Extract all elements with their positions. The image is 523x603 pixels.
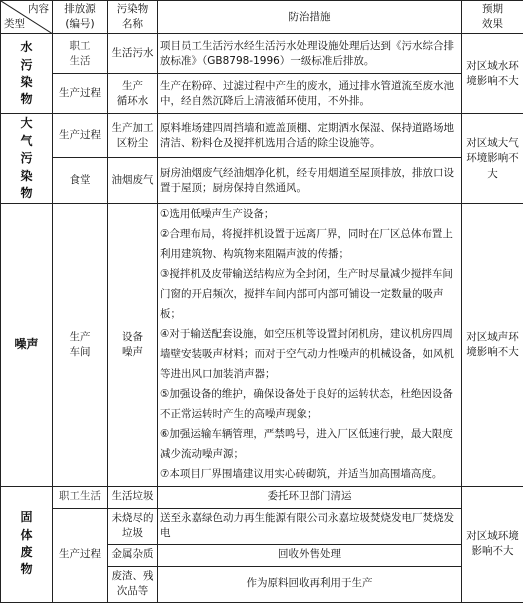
solid-measure-1: 委托环卫部门清运: [158, 486, 462, 508]
noise-measure-1: ①选用低噪声生产设备；: [160, 205, 459, 225]
category-noise: 噪声: [1, 204, 53, 486]
header-effect: 预期 效果: [462, 1, 523, 34]
water-pollutant-1: 生活污水: [108, 34, 158, 74]
solid-effect: 对区域环境影响不大: [462, 486, 523, 602]
water-source-2: 生产过程: [53, 74, 108, 114]
air-row-2: [1, 158, 523, 204]
noise-measure-2: ②合理布局，将搅拌机设置于远离厂界，同时在厂区总体布置上利用建筑物、构筑物来阻隔声波的传播；: [160, 225, 459, 265]
noise-measure-3: ③搅拌机及皮带输送结构应为全封闭，生产时尽量减少搅拌车间门窗的开启频次，搅拌车间内部可内部可铺设一定数量的吸声板；: [160, 265, 459, 325]
header-content-label: 内容: [28, 2, 49, 17]
solid-measure-3: 回收外售处理: [158, 544, 462, 566]
solid-pollutant-1: 生活垃圾: [108, 486, 158, 508]
header-pollutant: 污染物 名称: [108, 1, 158, 34]
noise-measure-4: ④对于输送配套设施，如空压机等设置封闭机房，建议机房四周墙壁安装吸声材料；而对于空气动力性噪声的机械设备，如风机等进出风口加装消声器；: [160, 325, 459, 385]
solid-pollutant-2: 未烧尽的垃圾: [108, 508, 158, 544]
header-measures: 防治措施: [158, 1, 462, 34]
noise-measure-5: ⑤加强设备的维护，确保设备处于良好的运转状态，杜绝因设备不正常运转时产生的高噪声现象；: [160, 385, 459, 425]
water-row-2: [1, 74, 523, 114]
noise-pollutant: 设备 噪声: [108, 204, 158, 486]
noise-row: [1, 204, 523, 486]
solid-pollutant-4: 废渣、残次品等: [108, 566, 158, 602]
noise-measures: [158, 204, 462, 486]
air-pollutant-1: 生产加工区粉尘: [108, 114, 158, 158]
water-source-1: 职工 生活: [53, 34, 108, 74]
air-source-2: 食堂: [53, 158, 108, 204]
air-pollutant-2: 油烟废气: [108, 158, 158, 204]
header-diagonal-cell: [1, 1, 53, 34]
air-measure-2: 厨房油烟废气经油烟净化机，经专用烟道至屋顶排放，排放口设置于屋顶；厨房保持自然通风。: [158, 158, 462, 204]
category-water: 水 污 染 物: [1, 34, 53, 114]
water-measure-2: 生产在粉碎、过滤过程中产生的废水，通过排水管道流至废水池中，经自然沉降后上清液循环使用，不外排。: [158, 74, 462, 114]
solid-measure-4: 作为原料回收再利用于生产: [158, 566, 462, 602]
air-measure-1: 原料堆场建四周挡墙和遮盖顶棚、定期洒水保湿、保持道路场地清洁、粉料仓及搅拌机选用合适的除尘设施等。: [158, 114, 462, 158]
noise-measure-7: ⑦本项目厂界围墙建议用实心砖砌筑，并适当加高围墙高度。: [160, 465, 459, 485]
water-effect: 对区域水环境影响不大: [462, 34, 523, 114]
air-source-1: 生产过程: [53, 114, 108, 158]
noise-measure-6: ⑥加强运输车辆管理，严禁鸣号，进入厂区低速行驶，最大限度减少流动噪声源；: [160, 425, 459, 465]
category-solid: 固 体 废 物: [1, 486, 53, 602]
solid-row-2: [1, 508, 523, 544]
header-type-label: 类型: [4, 17, 25, 32]
solid-pollutant-3: 金属杂质: [108, 544, 158, 566]
solid-source-1: 职工生活: [53, 486, 108, 508]
water-measure-1: 项目员工生活污水经生活污水处理设施处理后达到《污水综合排放标准》（GB8798-1996）一级标准后排放。: [158, 34, 462, 74]
category-air: 大 气 污 染 物: [1, 114, 53, 204]
noise-source: 生产 车间: [53, 204, 108, 486]
air-row-1: [1, 114, 523, 158]
header-row: [1, 1, 523, 34]
water-pollutant-2: 生产 循环水: [108, 74, 158, 114]
noise-effect: 对区域声环境影响不大: [462, 204, 523, 486]
solid-row-1: [1, 486, 523, 508]
water-row-1: [1, 34, 523, 74]
air-effect: 对区域大气环境影响不大: [462, 114, 523, 204]
solid-source-2: 生产过程: [53, 508, 108, 602]
header-source: 排放源 (编号): [53, 1, 108, 34]
solid-measure-2: 送至永嘉绿色动力再生能源有限公司永嘉垃圾焚烧发电厂焚烧发电: [158, 508, 462, 544]
